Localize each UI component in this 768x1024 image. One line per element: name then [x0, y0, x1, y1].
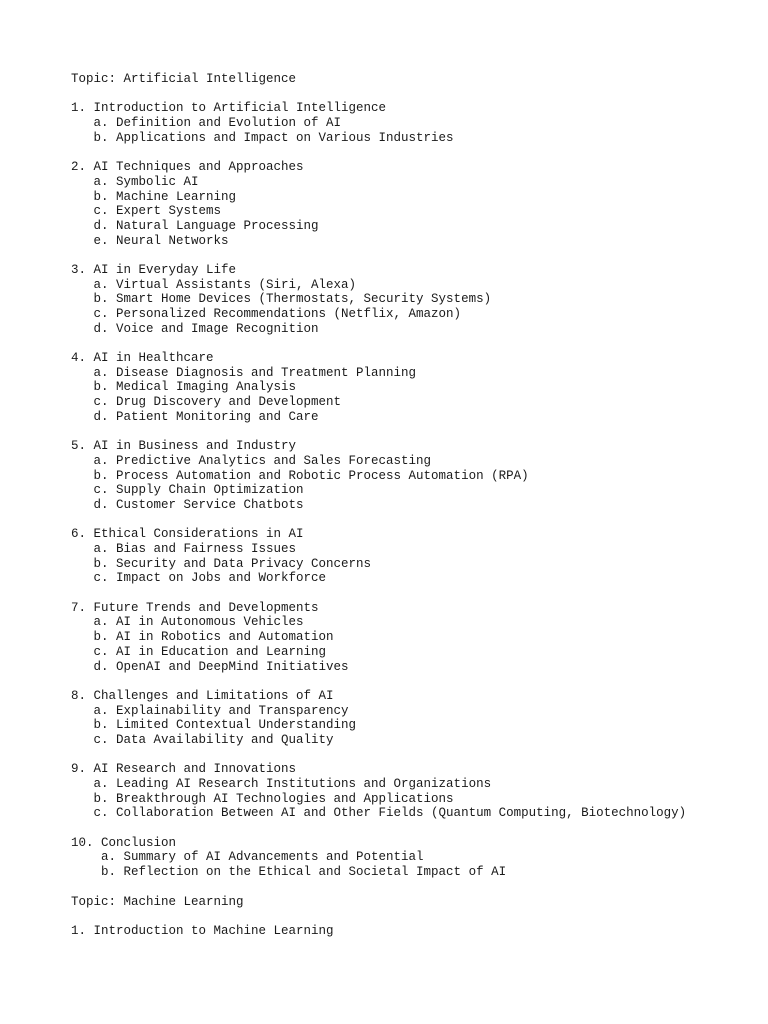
subsection-item: d. Voice and Image Recognition	[71, 321, 319, 336]
blank-line	[71, 909, 761, 924]
subsection-item: d. OpenAI and DeepMind Initiatives	[71, 659, 349, 674]
subsection-item: b. Applications and Impact on Various Industries	[71, 130, 454, 145]
subsection-item: a. Summary of AI Advancements and Potential	[71, 850, 424, 865]
blank-line	[71, 513, 761, 528]
blank-line	[71, 248, 761, 263]
subsection-item: a. Disease Diagnosis and Treatment Planning	[71, 365, 417, 380]
blank-line	[71, 145, 761, 160]
subsection-item: c. AI in Education and Learning	[71, 644, 327, 659]
subsection-item: d. Patient Monitoring and Care	[71, 409, 319, 424]
section-heading: 3. AI in Everyday Life	[71, 262, 237, 277]
blank-line	[71, 880, 761, 895]
subsection-item: d. Natural Language Processing	[71, 218, 319, 233]
subsection-item: b. AI in Robotics and Automation	[71, 630, 334, 645]
subsection-item: b. Medical Imaging Analysis	[71, 380, 297, 395]
blank-line	[71, 748, 761, 763]
blank-line	[71, 87, 761, 102]
blank-line	[71, 674, 761, 689]
subsection-item: c. Personalized Recommendations (Netflix, Amazon)	[71, 307, 462, 321]
subsection-item: e. Neural Networks	[71, 233, 229, 248]
subsection-item: b. Security and Data Privacy Concerns	[71, 556, 372, 571]
section-heading: 6. Ethical Considerations in AI	[71, 527, 304, 542]
section-heading: 1. Introduction to Artificial Intelligence	[71, 101, 387, 116]
subsection-item: c. Supply Chain Optimization	[71, 483, 304, 498]
subsection-item: c. Drug Discovery and Development	[71, 395, 342, 410]
subsection-item: a. Definition and Evolution of AI	[71, 116, 342, 131]
section-heading: 7. Future Trends and Developments	[71, 600, 319, 615]
subsection-item: a. Symbolic AI	[71, 174, 199, 189]
blank-line	[71, 336, 761, 351]
subsection-item: c. Expert Systems	[71, 204, 222, 219]
subsection-item: b. Reflection on the Ethical and Societal Impact of AI	[71, 865, 507, 880]
section-heading: 2. AI Techniques and Approaches	[71, 160, 304, 175]
section-heading: 8. Challenges and Limitations of AI	[71, 688, 334, 703]
subsection-item: b. Process Automation and Robotic Process Automation (RPA)	[71, 468, 529, 483]
blank-line	[71, 425, 761, 440]
blank-line	[71, 821, 761, 836]
section-heading: 9. AI Research and Innovations	[71, 762, 297, 777]
section-heading: 5. AI in Business and Industry	[71, 439, 297, 454]
subsection-item: a. AI in Autonomous Vehicles	[71, 615, 304, 630]
topic-heading: Topic: Machine Learning	[71, 894, 244, 909]
blank-line	[71, 586, 761, 601]
subsection-item: c. Impact on Jobs and Workforce	[71, 571, 327, 586]
subsection-item: b. Breakthrough AI Technologies and Applications	[71, 791, 454, 806]
section-heading: 1. Introduction to Machine Learning	[71, 923, 334, 938]
subsection-item: a. Bias and Fairness Issues	[71, 542, 297, 556]
subsection-item: c. Collaboration Between AI and Other Fields (Quantum Computing, Biotechnology)	[71, 806, 687, 821]
subsection-item: a. Predictive Analytics and Sales Forecasting	[71, 453, 432, 468]
subsection-item: d. Customer Service Chatbots	[71, 497, 304, 512]
section-heading: 10. Conclusion	[71, 835, 177, 850]
subsection-item: c. Data Availability and Quality	[71, 732, 334, 747]
section-heading: 4. AI in Healthcare	[71, 351, 214, 366]
subsection-item: a. Explainability and Transparency	[71, 703, 349, 718]
subsection-item: a. Leading AI Research Institutions and Organizations	[71, 777, 492, 791]
subsection-item: b. Machine Learning	[71, 189, 237, 204]
topic-heading: Topic: Artificial Intelligence	[71, 72, 297, 86]
document-body	[71, 72, 761, 939]
subsection-item: b. Limited Contextual Understanding	[71, 718, 357, 733]
subsection-item: b. Smart Home Devices (Thermostats, Security Systems)	[71, 292, 492, 307]
subsection-item: a. Virtual Assistants (Siri, Alexa)	[71, 277, 357, 292]
